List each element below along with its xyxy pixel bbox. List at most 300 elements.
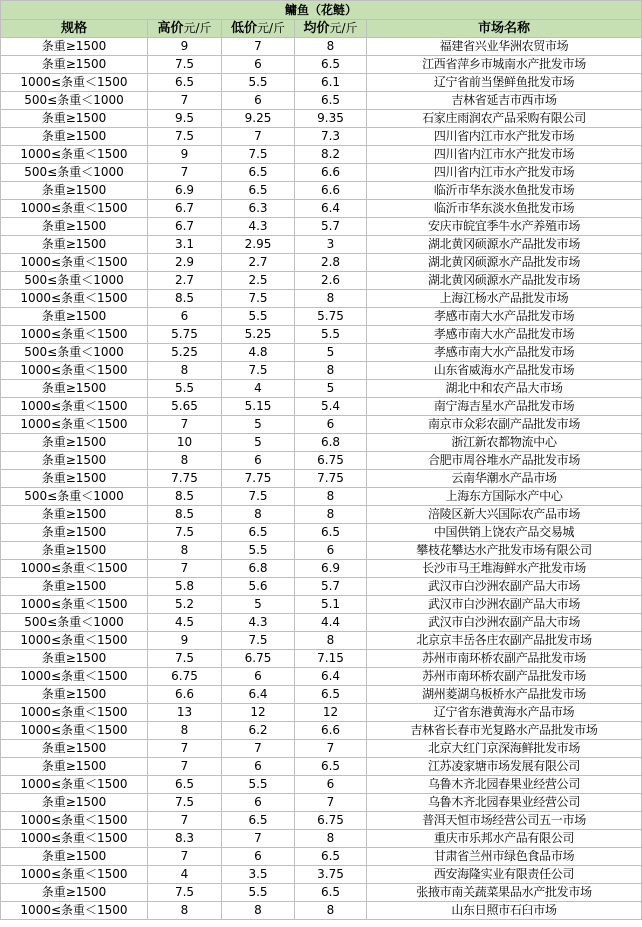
market-cell: 孝感市南大水产品批发市场 (367, 308, 642, 326)
market-cell: 张掖市南关蔬菜果品水产批发市场 (367, 884, 642, 902)
high-price-cell: 5.25 (148, 344, 222, 362)
table-row (1, 308, 642, 326)
high-price-cell: 2.7 (148, 272, 222, 290)
table-row (1, 506, 642, 524)
market-cell: 山东日照市石臼市场 (367, 902, 642, 920)
avg-price-cell: 3.75 (295, 866, 367, 884)
market-cell: 临沂市华东淡水鱼批发市场 (367, 182, 642, 200)
high-price-cell: 7 (148, 812, 222, 830)
market-cell: 四川省内江市水产批发市场 (367, 128, 642, 146)
high-price-cell: 7.5 (148, 524, 222, 542)
avg-price-cell: 8 (295, 830, 367, 848)
avg-price-cell: 8 (295, 290, 367, 308)
table-row (1, 812, 642, 830)
avg-price-cell: 3 (295, 236, 367, 254)
spec-cell: 条重≥1500 (1, 506, 148, 524)
table-row (1, 614, 642, 632)
market-cell: 山东省威海水产品批发市场 (367, 362, 642, 380)
market-cell: 湖北黄冈硕源水产品批发市场 (367, 272, 642, 290)
market-cell: 辽宁省前当堡鲜鱼批发市场 (367, 74, 642, 92)
spec-cell: 1000≤条重＜1500 (1, 668, 148, 686)
high-price-cell: 6.9 (148, 182, 222, 200)
spec-cell: 1000≤条重＜1500 (1, 704, 148, 722)
spec-cell: 1000≤条重＜1500 (1, 416, 148, 434)
spec-cell: 1000≤条重＜1500 (1, 776, 148, 794)
market-cell: 辽宁省东港黄海水产品市场 (367, 704, 642, 722)
high-price-cell: 7.5 (148, 650, 222, 668)
market-cell: 吉林省长春市光复路水产品批发市场 (367, 722, 642, 740)
avg-price-cell: 5 (295, 344, 367, 362)
spec-cell: 1000≤条重＜1500 (1, 290, 148, 308)
table-row (1, 740, 642, 758)
avg-price-cell: 2.6 (295, 272, 367, 290)
market-cell: 湖州菱湖乌板桥水产品批发市场 (367, 686, 642, 704)
market-cell: 南宁海吉星水产品批发市场 (367, 398, 642, 416)
market-cell: 云南华潮水产品市场 (367, 470, 642, 488)
market-cell: 涪陵区新大兴国际农产品市场 (367, 506, 642, 524)
high-price-cell: 6.75 (148, 668, 222, 686)
table-row (1, 380, 642, 398)
table-row (1, 668, 642, 686)
low-price-cell: 6 (222, 794, 295, 812)
header-avg-label: 均价 (303, 21, 330, 36)
spec-cell: 500≤条重＜1000 (1, 344, 148, 362)
high-price-cell: 5.2 (148, 596, 222, 614)
high-price-cell: 9 (148, 632, 222, 650)
spec-cell: 条重≥1500 (1, 434, 148, 452)
header-high-label: 高价 (157, 21, 184, 36)
table-row (1, 272, 642, 290)
avg-price-cell: 5.4 (295, 398, 367, 416)
low-price-cell: 6.4 (222, 686, 295, 704)
low-price-cell: 12 (222, 704, 295, 722)
avg-price-cell: 7 (295, 794, 367, 812)
market-cell: 福建省兴业华洲农贸市场 (367, 38, 642, 56)
spec-cell: 条重≥1500 (1, 794, 148, 812)
title-row (1, 1, 642, 20)
low-price-cell: 4.3 (222, 614, 295, 632)
low-price-cell: 7.5 (222, 488, 295, 506)
table-row (1, 74, 642, 92)
avg-price-cell: 6.5 (295, 686, 367, 704)
table-row (1, 452, 642, 470)
spec-cell: 500≤条重＜1000 (1, 272, 148, 290)
high-price-cell: 7.75 (148, 470, 222, 488)
spec-cell: 条重≥1500 (1, 740, 148, 758)
low-price-cell: 5 (222, 434, 295, 452)
spec-cell: 条重≥1500 (1, 470, 148, 488)
low-price-cell: 6.2 (222, 722, 295, 740)
high-price-cell: 6.7 (148, 218, 222, 236)
high-price-cell: 8.3 (148, 830, 222, 848)
table-row (1, 434, 642, 452)
header-high (148, 20, 222, 38)
table-row (1, 326, 642, 344)
table-row (1, 416, 642, 434)
table-row (1, 884, 642, 902)
spec-cell: 1000≤条重＜1500 (1, 812, 148, 830)
market-cell: 孝感市南大水产品批发市场 (367, 344, 642, 362)
market-cell: 湖北黄冈硕源水产品批发市场 (367, 236, 642, 254)
low-price-cell: 7 (222, 38, 295, 56)
spec-cell: 条重≥1500 (1, 452, 148, 470)
high-price-cell: 6.5 (148, 74, 222, 92)
low-price-cell: 6.8 (222, 560, 295, 578)
low-price-cell: 5.25 (222, 326, 295, 344)
market-cell: 江苏凌家塘市场发展有限公司 (367, 758, 642, 776)
market-cell: 四川省内江市水产批发市场 (367, 164, 642, 182)
avg-price-cell: 8 (295, 38, 367, 56)
table-row (1, 722, 642, 740)
avg-price-cell: 6.6 (295, 722, 367, 740)
spec-cell: 500≤条重＜1000 (1, 92, 148, 110)
table-row (1, 632, 642, 650)
header-spec: 规格 (1, 20, 148, 38)
market-cell: 普洱天恒市场经营公司五一市场 (367, 812, 642, 830)
header-avg-unit: 元/斤 (329, 21, 358, 35)
avg-price-cell: 6 (295, 776, 367, 794)
high-price-cell: 13 (148, 704, 222, 722)
avg-price-cell: 5.7 (295, 578, 367, 596)
high-price-cell: 9.5 (148, 110, 222, 128)
header-avg (295, 20, 367, 38)
avg-price-cell: 5.75 (295, 308, 367, 326)
high-price-cell: 4 (148, 866, 222, 884)
market-cell: 合肥市周谷堆水产品批发市场 (367, 452, 642, 470)
market-cell: 苏州市南环桥农副产品批发市场 (367, 668, 642, 686)
market-cell: 中国供销上饶农产品交易城 (367, 524, 642, 542)
header-market: 市场名称 (367, 20, 642, 38)
avg-price-cell: 6.4 (295, 200, 367, 218)
table-row (1, 686, 642, 704)
spec-cell: 条重≥1500 (1, 38, 148, 56)
table-row (1, 470, 642, 488)
spec-cell: 1000≤条重＜1500 (1, 560, 148, 578)
low-price-cell: 5.6 (222, 578, 295, 596)
high-price-cell: 7 (148, 92, 222, 110)
table-row (1, 650, 642, 668)
market-cell: 武汉市白沙洲农副产品大市场 (367, 578, 642, 596)
low-price-cell: 5.5 (222, 776, 295, 794)
spec-cell: 1000≤条重＜1500 (1, 722, 148, 740)
spec-cell: 条重≥1500 (1, 56, 148, 74)
avg-price-cell: 5 (295, 380, 367, 398)
low-price-cell: 6.75 (222, 650, 295, 668)
table-row (1, 560, 642, 578)
high-price-cell: 10 (148, 434, 222, 452)
table-title: 鳙鱼（花鲢） (1, 1, 642, 20)
low-price-cell: 6 (222, 56, 295, 74)
avg-price-cell: 6.4 (295, 668, 367, 686)
high-price-cell: 7 (148, 560, 222, 578)
avg-price-cell: 6.75 (295, 452, 367, 470)
low-price-cell: 2.7 (222, 254, 295, 272)
spec-cell: 500≤条重＜1000 (1, 614, 148, 632)
high-price-cell: 7 (148, 848, 222, 866)
market-cell: 武汉市白沙洲农副产品大市场 (367, 614, 642, 632)
avg-price-cell: 6.8 (295, 434, 367, 452)
table-row (1, 146, 642, 164)
low-price-cell: 7.5 (222, 632, 295, 650)
avg-price-cell: 6.5 (295, 884, 367, 902)
table-row (1, 110, 642, 128)
avg-price-cell: 6.75 (295, 812, 367, 830)
low-price-cell: 6 (222, 452, 295, 470)
low-price-cell: 2.5 (222, 272, 295, 290)
low-price-cell: 6.5 (222, 164, 295, 182)
table-row (1, 488, 642, 506)
high-price-cell: 7.5 (148, 884, 222, 902)
avg-price-cell: 6.5 (295, 56, 367, 74)
avg-price-cell: 8 (295, 632, 367, 650)
low-price-cell: 7.5 (222, 362, 295, 380)
avg-price-cell: 6 (295, 542, 367, 560)
table-row (1, 758, 642, 776)
low-price-cell: 6 (222, 758, 295, 776)
market-cell: 甘肃省兰州市绿色食品市场 (367, 848, 642, 866)
spec-cell: 1000≤条重＜1500 (1, 362, 148, 380)
high-price-cell: 5.8 (148, 578, 222, 596)
market-cell: 乌鲁木齐北园春果业经营公司 (367, 776, 642, 794)
high-price-cell: 5.65 (148, 398, 222, 416)
spec-cell: 1000≤条重＜1500 (1, 632, 148, 650)
low-price-cell: 3.5 (222, 866, 295, 884)
high-price-cell: 8 (148, 362, 222, 380)
table-row (1, 830, 642, 848)
market-cell: 浙江新农都物流中心 (367, 434, 642, 452)
table-row (1, 254, 642, 272)
low-price-cell: 7 (222, 740, 295, 758)
avg-price-cell: 6.5 (295, 848, 367, 866)
table-row (1, 794, 642, 812)
spec-cell: 1000≤条重＜1500 (1, 830, 148, 848)
market-cell: 湖北中和农产品大市场 (367, 380, 642, 398)
spec-cell: 条重≥1500 (1, 848, 148, 866)
table-row (1, 704, 642, 722)
spec-cell: 1000≤条重＜1500 (1, 74, 148, 92)
avg-price-cell: 6.6 (295, 182, 367, 200)
table-row (1, 542, 642, 560)
table-row (1, 38, 642, 56)
table-row (1, 182, 642, 200)
high-price-cell: 2.9 (148, 254, 222, 272)
market-cell: 上海江杨水产品批发市场 (367, 290, 642, 308)
spec-cell: 500≤条重＜1000 (1, 164, 148, 182)
avg-price-cell: 6.5 (295, 758, 367, 776)
spec-cell: 条重≥1500 (1, 110, 148, 128)
high-price-cell: 8 (148, 722, 222, 740)
high-price-cell: 6 (148, 308, 222, 326)
market-cell: 武汉市白沙洲农副产品大市场 (367, 596, 642, 614)
spec-cell: 条重≥1500 (1, 650, 148, 668)
avg-price-cell: 5.7 (295, 218, 367, 236)
high-price-cell: 7.5 (148, 128, 222, 146)
low-price-cell: 6.5 (222, 524, 295, 542)
table-row (1, 236, 642, 254)
market-cell: 安庆市皖宜季牛水产养殖市场 (367, 218, 642, 236)
high-price-cell: 8.5 (148, 506, 222, 524)
avg-price-cell: 8 (295, 362, 367, 380)
table-row (1, 362, 642, 380)
market-cell: 四川省内江市水产批发市场 (367, 146, 642, 164)
market-cell: 长沙市马王堆海鲜水产批发市场 (367, 560, 642, 578)
low-price-cell: 5.5 (222, 542, 295, 560)
table-row (1, 776, 642, 794)
avg-price-cell: 5.1 (295, 596, 367, 614)
low-price-cell: 7.5 (222, 290, 295, 308)
market-cell: 吉林省延吉市西市场 (367, 92, 642, 110)
avg-price-cell: 6.5 (295, 92, 367, 110)
header-low-unit: 元/斤 (256, 21, 286, 35)
high-price-cell: 8 (148, 452, 222, 470)
high-price-cell: 5.5 (148, 380, 222, 398)
table-row (1, 344, 642, 362)
high-price-cell: 5.75 (148, 326, 222, 344)
low-price-cell: 6.3 (222, 200, 295, 218)
high-price-cell: 7 (148, 740, 222, 758)
low-price-cell: 4.8 (222, 344, 295, 362)
high-price-cell: 8.5 (148, 290, 222, 308)
avg-price-cell: 6.6 (295, 164, 367, 182)
table-row (1, 92, 642, 110)
avg-price-cell: 6.5 (295, 524, 367, 542)
avg-price-cell: 2.8 (295, 254, 367, 272)
table-row (1, 164, 642, 182)
low-price-cell: 4.3 (222, 218, 295, 236)
market-cell: 湖北黄冈硕源水产品批发市场 (367, 254, 642, 272)
high-price-cell: 6.6 (148, 686, 222, 704)
high-price-cell: 7.5 (148, 794, 222, 812)
market-cell: 西安海隆实业有限责任公司 (367, 866, 642, 884)
market-cell: 南京市众彩农副产品批发市场 (367, 416, 642, 434)
market-cell: 重庆市乐邦水产品有限公司 (367, 830, 642, 848)
table-row (1, 56, 642, 74)
table-row (1, 398, 642, 416)
low-price-cell: 5.15 (222, 398, 295, 416)
low-price-cell: 7.5 (222, 146, 295, 164)
market-cell: 苏州市南环桥农副产品批发市场 (367, 650, 642, 668)
spec-cell: 条重≥1500 (1, 128, 148, 146)
spec-cell: 条重≥1500 (1, 308, 148, 326)
spec-cell: 1000≤条重＜1500 (1, 146, 148, 164)
low-price-cell: 4 (222, 380, 295, 398)
spec-cell: 条重≥1500 (1, 578, 148, 596)
avg-price-cell: 8 (295, 506, 367, 524)
market-cell: 乌鲁木齐北园春果业经营公司 (367, 794, 642, 812)
low-price-cell: 7 (222, 830, 295, 848)
spec-cell: 1000≤条重＜1500 (1, 200, 148, 218)
table-row (1, 902, 642, 920)
avg-price-cell: 8 (295, 902, 367, 920)
spec-cell: 1000≤条重＜1500 (1, 326, 148, 344)
header-low-label: 低价 (230, 21, 257, 36)
avg-price-cell: 8 (295, 488, 367, 506)
spec-cell: 条重≥1500 (1, 686, 148, 704)
avg-price-cell: 7.15 (295, 650, 367, 668)
low-price-cell: 5 (222, 416, 295, 434)
high-price-cell: 7 (148, 164, 222, 182)
avg-price-cell: 7.3 (295, 128, 367, 146)
low-price-cell: 9.25 (222, 110, 295, 128)
table-row (1, 578, 642, 596)
spec-cell: 1000≤条重＜1500 (1, 254, 148, 272)
spec-cell: 条重≥1500 (1, 380, 148, 398)
avg-price-cell: 7 (295, 740, 367, 758)
low-price-cell: 7 (222, 128, 295, 146)
avg-price-cell: 12 (295, 704, 367, 722)
table-row (1, 866, 642, 884)
high-price-cell: 6.5 (148, 776, 222, 794)
high-price-cell: 7 (148, 758, 222, 776)
table-row (1, 596, 642, 614)
spec-cell: 1000≤条重＜1500 (1, 866, 148, 884)
avg-price-cell: 4.4 (295, 614, 367, 632)
avg-price-cell: 6.9 (295, 560, 367, 578)
low-price-cell: 5.5 (222, 74, 295, 92)
market-cell: 孝感市南大水产品批发市场 (367, 326, 642, 344)
high-price-cell: 9 (148, 38, 222, 56)
market-cell: 临沂市华东淡水鱼批发市场 (367, 200, 642, 218)
spec-cell: 500≤条重＜1000 (1, 488, 148, 506)
avg-price-cell: 6.1 (295, 74, 367, 92)
high-price-cell: 3.1 (148, 236, 222, 254)
low-price-cell: 5.5 (222, 884, 295, 902)
high-price-cell: 9 (148, 146, 222, 164)
table-row (1, 218, 642, 236)
low-price-cell: 2.95 (222, 236, 295, 254)
header-row (1, 20, 642, 38)
spec-cell: 条重≥1500 (1, 758, 148, 776)
avg-price-cell: 7.75 (295, 470, 367, 488)
avg-price-cell: 6 (295, 416, 367, 434)
market-cell: 上海东方国际水产中心 (367, 488, 642, 506)
header-high-unit: 元/斤 (183, 21, 212, 35)
high-price-cell: 7.5 (148, 56, 222, 74)
high-price-cell: 8 (148, 542, 222, 560)
table-body (1, 38, 642, 920)
low-price-cell: 6.5 (222, 182, 295, 200)
table-row (1, 128, 642, 146)
market-cell: 攀枝花攀达水产批发市场有限公司 (367, 542, 642, 560)
high-price-cell: 4.5 (148, 614, 222, 632)
market-cell: 北京大红门京深海鲜批发市场 (367, 740, 642, 758)
spec-cell: 1000≤条重＜1500 (1, 596, 148, 614)
spec-cell: 条重≥1500 (1, 542, 148, 560)
low-price-cell: 6 (222, 92, 295, 110)
high-price-cell: 8 (148, 902, 222, 920)
high-price-cell: 6.7 (148, 200, 222, 218)
low-price-cell: 6.5 (222, 812, 295, 830)
avg-price-cell: 9.35 (295, 110, 367, 128)
avg-price-cell: 5.5 (295, 326, 367, 344)
table-row (1, 200, 642, 218)
spec-cell: 条重≥1500 (1, 236, 148, 254)
market-cell: 江西省萍乡市城南水产批发市场 (367, 56, 642, 74)
low-price-cell: 8 (222, 902, 295, 920)
spec-cell: 条重≥1500 (1, 182, 148, 200)
high-price-cell: 7 (148, 416, 222, 434)
spec-cell: 条重≥1500 (1, 524, 148, 542)
low-price-cell: 6 (222, 848, 295, 866)
spec-cell: 1000≤条重＜1500 (1, 902, 148, 920)
high-price-cell: 8.5 (148, 488, 222, 506)
market-cell: 北京京丰岳各庄农副产品批发市场 (367, 632, 642, 650)
spec-cell: 条重≥1500 (1, 884, 148, 902)
low-price-cell: 7.75 (222, 470, 295, 488)
low-price-cell: 6 (222, 668, 295, 686)
spec-cell: 条重≥1500 (1, 218, 148, 236)
spec-cell: 1000≤条重＜1500 (1, 398, 148, 416)
